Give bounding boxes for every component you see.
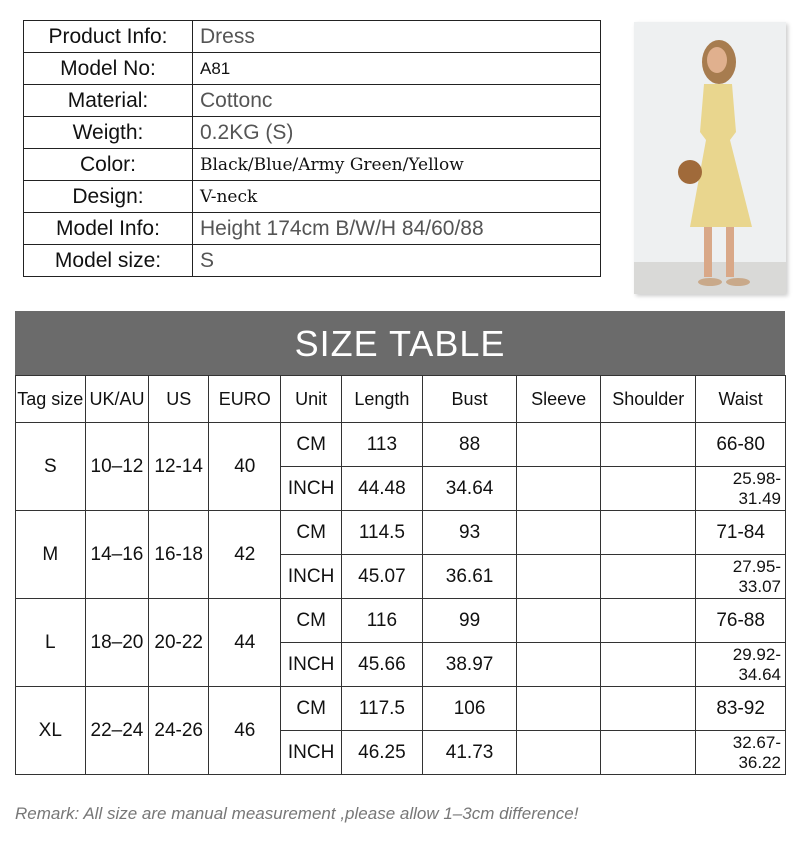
length-cell: 116: [341, 599, 422, 643]
sleeve-cell: [517, 643, 601, 687]
model-photo: [634, 22, 786, 294]
info-value: Height 174cm B/W/H 84/60/88: [193, 213, 601, 245]
us-cell: 12-14: [149, 423, 209, 511]
waist-cell: 71-84: [696, 511, 786, 555]
waist-cell: 29.92- 34.64: [696, 643, 786, 687]
uk-au-cell: 14–16: [85, 511, 149, 599]
size-header-row: [16, 376, 786, 423]
tag-size-cell: S: [16, 423, 86, 511]
euro-cell: 46: [209, 687, 281, 775]
column-header: Bust: [422, 376, 516, 423]
column-header: Shoulder: [601, 376, 696, 423]
length-cell: 117.5: [341, 687, 422, 731]
info-row: [24, 21, 601, 53]
tag-size-cell: M: [16, 511, 86, 599]
info-label: Model size:: [24, 245, 193, 277]
sleeve-cell: [517, 511, 601, 555]
info-value: 0.2KG (S): [193, 117, 601, 149]
shoulder-cell: [601, 687, 696, 731]
info-label: Material:: [24, 85, 193, 117]
remark-text: Remark: All size are manual measurement ,please allow 1–3cm difference!: [15, 804, 579, 823]
uk-au-cell: 10–12: [85, 423, 149, 511]
length-cell: 44.48: [341, 467, 422, 511]
sleeve-cell: [517, 687, 601, 731]
bust-cell: 41.73: [422, 731, 516, 775]
unit-cell: CM: [281, 423, 342, 467]
waist-cell: 76-88: [696, 599, 786, 643]
length-cell: 114.5: [341, 511, 422, 555]
tag-size-cell: L: [16, 599, 86, 687]
info-label: Design:: [24, 181, 193, 213]
length-cell: 45.07: [341, 555, 422, 599]
unit-cell: CM: [281, 687, 342, 731]
info-row: [24, 213, 601, 245]
waist-cell: 83-92: [696, 687, 786, 731]
us-cell: 20-22: [149, 599, 209, 687]
column-header: Length: [341, 376, 422, 423]
bust-cell: 34.64: [422, 467, 516, 511]
shoulder-cell: [601, 555, 696, 599]
length-cell: 46.25: [341, 731, 422, 775]
size-table: [15, 375, 786, 775]
info-row: [24, 245, 601, 277]
length-cell: 113: [341, 423, 422, 467]
euro-cell: 44: [209, 599, 281, 687]
shoulder-cell: [601, 643, 696, 687]
waist-cell: 32.67- 36.22: [696, 731, 786, 775]
unit-cell: CM: [281, 511, 342, 555]
shoulder-cell: [601, 599, 696, 643]
info-value: Cottonc: [193, 85, 601, 117]
info-label: Model No:: [24, 53, 193, 85]
column-header: Sleeve: [517, 376, 601, 423]
bust-cell: 38.97: [422, 643, 516, 687]
shoulder-cell: [601, 467, 696, 511]
sleeve-cell: [517, 467, 601, 511]
info-value: A81: [193, 53, 601, 85]
product-info-table: [23, 20, 601, 277]
unit-cell: CM: [281, 599, 342, 643]
column-header: Tag size: [16, 376, 86, 423]
sleeve-cell: [517, 423, 601, 467]
uk-au-cell: 18–20: [85, 599, 149, 687]
bust-cell: 93: [422, 511, 516, 555]
info-value: Dress: [193, 21, 601, 53]
euro-cell: 40: [209, 423, 281, 511]
shoulder-cell: [601, 423, 696, 467]
waist-cell: 25.98- 31.49: [696, 467, 786, 511]
waist-cell: 66-80: [696, 423, 786, 467]
unit-cell: INCH: [281, 731, 342, 775]
info-row: [24, 149, 601, 181]
shoulder-cell: [601, 731, 696, 775]
info-label: Weigth:: [24, 117, 193, 149]
size-table-title: SIZE TABLE: [15, 311, 785, 375]
column-header: Waist: [696, 376, 786, 423]
sleeve-cell: [517, 731, 601, 775]
bust-cell: 88: [422, 423, 516, 467]
sleeve-cell: [517, 555, 601, 599]
info-label: Color:: [24, 149, 193, 181]
bust-cell: 36.61: [422, 555, 516, 599]
shoulder-cell: [601, 511, 696, 555]
info-row: [24, 117, 601, 149]
info-row: [24, 85, 601, 117]
size-row: [16, 687, 786, 731]
euro-cell: 42: [209, 511, 281, 599]
size-row: [16, 423, 786, 467]
column-header: Unit: [281, 376, 342, 423]
uk-au-cell: 22–24: [85, 687, 149, 775]
us-cell: 16-18: [149, 511, 209, 599]
waist-cell: 27.95- 33.07: [696, 555, 786, 599]
unit-cell: INCH: [281, 555, 342, 599]
bust-cell: 99: [422, 599, 516, 643]
info-row: [24, 53, 601, 85]
column-header: UK/AU: [85, 376, 149, 423]
size-row: [16, 599, 786, 643]
size-row: [16, 511, 786, 555]
unit-cell: INCH: [281, 643, 342, 687]
column-header: US: [149, 376, 209, 423]
info-value: V-neck: [193, 181, 601, 213]
info-value: S: [193, 245, 601, 277]
bust-cell: 106: [422, 687, 516, 731]
info-label: Model Info:: [24, 213, 193, 245]
info-label: Product Info:: [24, 21, 193, 53]
sleeve-cell: [517, 599, 601, 643]
unit-cell: INCH: [281, 467, 342, 511]
column-header: EURO: [209, 376, 281, 423]
length-cell: 45.66: [341, 643, 422, 687]
info-value: Black/Blue/Army Green/Yellow: [193, 149, 601, 181]
tag-size-cell: XL: [16, 687, 86, 775]
us-cell: 24-26: [149, 687, 209, 775]
info-row: [24, 181, 601, 213]
